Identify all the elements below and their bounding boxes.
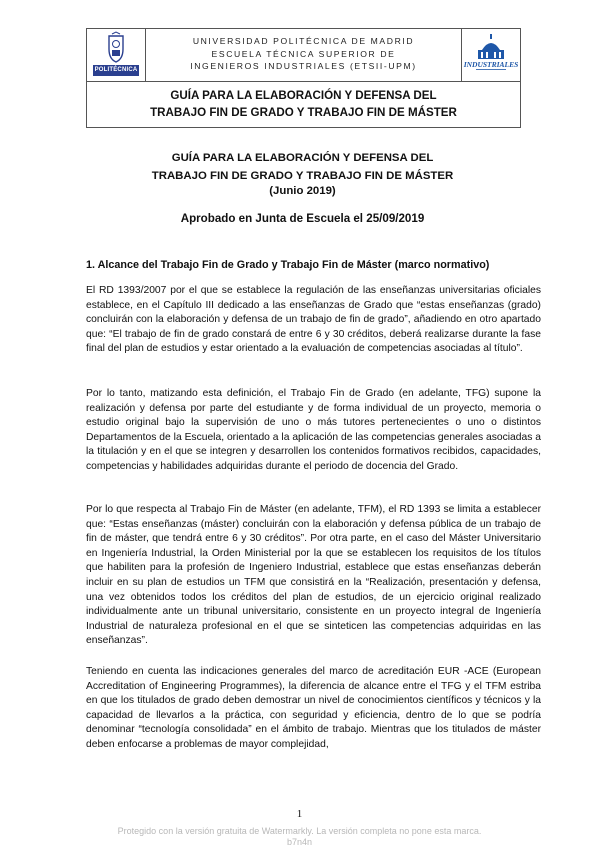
approval-line: Aprobado en Junta de Escuela el 25/09/2019: [180, 212, 425, 225]
etsii-logo: [461, 29, 520, 81]
paragraph: Teniendo en cuenta las indicaciones generales del marco de acreditación EUR -ACE (European Accreditation of Engineering Programmes), la diferencia de alcance entre el TFG y el TFM estriba en que los titulados de grado deben demostrar un nivel de conocimientos científicos y técnicos y la capacidad de llevarlos a la práctica, con seguridad y eficiencia, dentro de lo que se podría denominar “tecnología consolidada” en el ámbito de trabajo. Mientras que los titulados de máster deben enfocarse a problemas de mayor complejidad,: [86, 666, 541, 750]
paragraph: Por lo que respecta al Trabajo Fin de Máster (en adelante, TFM), el RD 1393 se limita a establecer que: “Estas enseñanzas (máster) concluirán con la elaboración y defensa pública de un trabajo de fin de máster, que tendrá entre 6 y 30 créditos”. Por otra parte, en el caso del Máster Universitario en Ingeniería Industrial, la Orden Ministerial por la que se establecen los requisitos de los títulos que habiliten para la profesión de Ingeniero Industrial, establece que estas enseñanzas deberán incluir en su plan de estudios un TFM que consistirá en la “Realización, presentación y defensa, una vez obtenidos todos los créditos del plan de estudios, de un ejercicio original realizado individualmente ante un tribunal universitario, consistente en un proyecto integral de Ingeniería Industrial de naturaleza profesional en el que se sinteticen las competencias adquiridas en las enseñanzas”.: [86, 504, 541, 647]
document-header: [86, 28, 521, 128]
paragraph: Por lo tanto, matizando esta definición, el Trabajo Fin de Grado (en adelante, TFG) supone la realización y defensa por parte del estudiante y de forma individual de un proyecto, memoria o estudio original bajo la supervisión de uno o más tutores pertenecientes o uno o distintos Departamentos de la Escuela, orientado a la aplicación de las competencias generales asociadas a la titulación y en el que se integren y desarrollen los contenidos formativos recibidos, capacidades, competencias y habilidades adquiridas durante el periodo de docencia del Grado.: [86, 388, 541, 472]
institution-line: ESCUELA TÉCNICA SUPERIOR DE: [211, 48, 396, 59]
watermark-code: b7n4n: [286, 837, 313, 847]
section-heading: 1. Alcance del Trabajo Fin de Grado y Trabajo Fin de Máster (marco normativo): [86, 259, 490, 271]
header-top-row: [87, 29, 520, 82]
page-number: 1: [296, 808, 303, 820]
watermark-line: Protegido con la versión gratuita de Watermarkly. La versión completa no pone esta marca.: [117, 826, 482, 836]
etsii-logo-label: INDUSTRIALES: [463, 60, 519, 69]
header-title-line: TRABAJO FIN DE GRADO Y TRABAJO FIN DE MÁSTER: [150, 106, 457, 119]
document-title-line: TRABAJO FIN DE GRADO Y TRABAJO FIN DE MÁSTER: [151, 169, 454, 182]
paragraph: El RD 1393/2007 por el que se establece la regulación de las enseñanzas universitarias oficiales establece, en el Capítulo III dedicado a las enseñanzas de Grado que “estas enseñanzas (grado) concluirán con la elaboración y defensa de un trabajo de fin de grado”, añadiendo en otro apartado que: “El trabajo de fin de grado constará de entre 6 y 30 créditos, deberá realizarse durante la fase final del plan de estudios y estar orientado a la evaluación de competencias asociadas al título”.: [86, 285, 541, 355]
upm-label: POLITÉCNICA: [93, 65, 139, 76]
document-title: [86, 150, 519, 197]
watermark: [0, 826, 599, 848]
upm-logo: [87, 29, 146, 81]
institution-line: UNIVERSIDAD POLITÉCNICA DE MADRID: [192, 36, 415, 46]
etsii-building-icon: [463, 32, 519, 76]
document-date: (Junio 2019): [269, 185, 336, 197]
header-title-line: GUÍA PARA LA ELABORACIÓN Y DEFENSA DEL: [170, 89, 437, 102]
header-title: [87, 87, 520, 121]
institution-name: [145, 35, 462, 73]
institution-line: INGENIEROS INDUSTRIALES (ETSII-UPM): [190, 61, 417, 71]
upm-seal-icon: [107, 33, 125, 63]
document-title-line: GUÍA PARA LA ELABORACIÓN Y DEFENSA DEL: [171, 152, 434, 164]
